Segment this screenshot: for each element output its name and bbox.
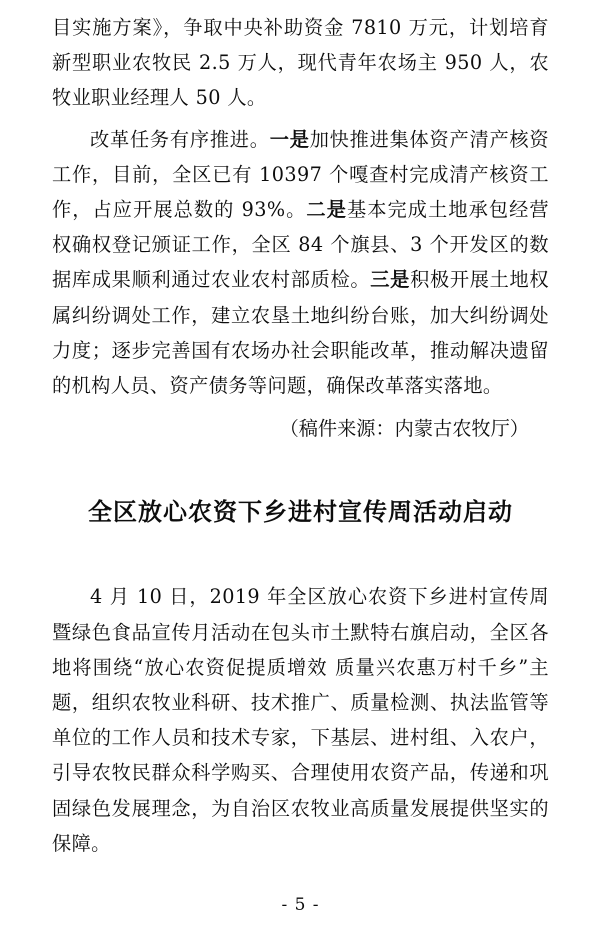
heading-spacer bbox=[52, 537, 549, 579]
reform-seg-0: 改革任务有序推进。 bbox=[90, 127, 270, 151]
paragraph-body: 4 月 10 日，2019 年全区放心农资下乡进村宣传周暨绿色食品宣传月活动在包头市土默特右旗启动，全区各地将围绕“放心农资促提质增效 质量兴农惠万村千乡”主题，组织农牧业科研、技术推广、质量检测、执法监管等单位的工作人员和技术专家，下基层、进村组、入农户，引导农牧民群众科学购买、合理使用农资产品，传递和巩固绿色发展理念，为自治区农牧业高质量发展提供坚实的保障。 bbox=[52, 585, 549, 855]
source-attribution: （稿件来源：内蒙古农牧厅） bbox=[279, 417, 529, 441]
paragraph-continuation: 目实施方案》，争取中央补助资金 7810 万元，计划培育新型职业农牧民 2.5 万人，现代青年农场主 950 人，农牧业职业经理人 50 人。 bbox=[52, 16, 549, 110]
page-number: - 5 - bbox=[281, 895, 320, 915]
reform-seg-2: 加快推进集体资产清产核资工作，目前，全区已有 10397 个嘎查村完成清产核资工作，占应开展总数的 93%。 bbox=[52, 127, 549, 222]
paragraph-reform-tasks bbox=[52, 122, 549, 404]
reform-seg-1: 一是 bbox=[269, 127, 310, 151]
reform-seg-6: 积极开展土地权属纠纷调处工作，建立农垦土地纠纷台账，加大纠纷调处力度；逐步完善国有农场办社会职能改革，推动解决遗留的机构人员、资产债务等问题，确保改革落实落地。 bbox=[52, 268, 549, 398]
section-heading: 全区放心农资下乡进村宣传周活动启动 bbox=[88, 497, 513, 527]
reform-seg-4: 基本完成土地承包经营权确权登记颁证工作，全区 84 个旗县、3 个开发区的数据库成果顺利通过农业农村部质检。 bbox=[52, 198, 549, 292]
reform-seg-3: 二是 bbox=[306, 198, 347, 222]
reform-seg-5: 三是 bbox=[370, 268, 411, 292]
